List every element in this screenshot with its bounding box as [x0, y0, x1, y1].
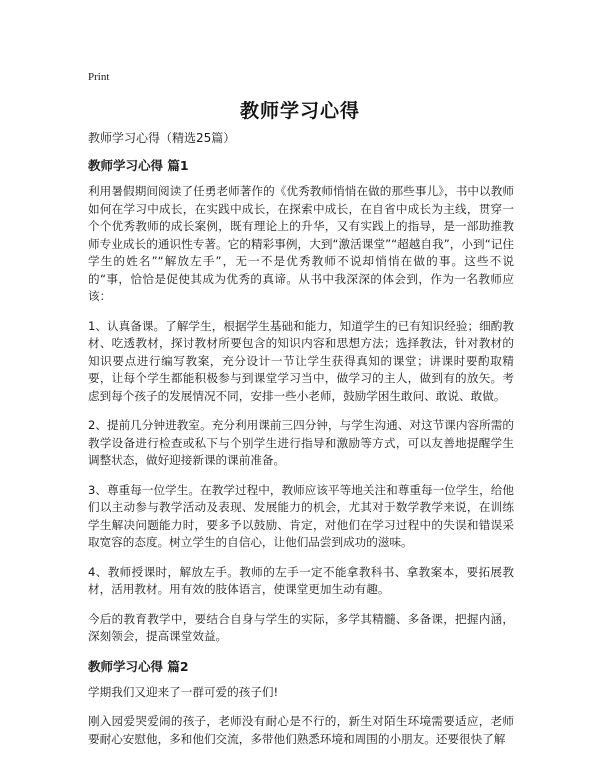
document-body: [88, 130, 514, 760]
paragraph: 3、尊重每一位学生。在教学过程中，教师应该平等地关注和尊重每一位学生，给他们以主动参与教学活动及表现、发展能力的机会，尤其对于数学教学来说，在训练学生解决问题能力时，要多予以鼓励、肯定，对他们在学习过程中的失误和错误采取宽容的态度。树立学生的自信心，让他们品尝到成功的滋味。: [88, 482, 514, 549]
document-subtitle: 教师学习心得（精选25篇）: [88, 131, 236, 145]
paragraph: 学期我们又迎来了一群可爱的孩子们!: [88, 684, 279, 699]
section-heading-1: 教师学习心得 篇1: [88, 158, 189, 173]
paragraph: 1、认真备课。了解学生，根据学生基础和能力，知道学生的已有知识经验；细酌教材、吃透教材，探讨教材所要包含的知识内容和思想方法；选择教法，针对教材的知识要点进行编写教案，充分设计一节让学生获得真知的课堂；讲课时要酌取精要，让每个学生都能积极参与到课堂学习当中，做学习的主人，做到有的放矢。考虑到每个孩子的发展情况不同，安排一些小老师，鼓励学困生敢问、敢说、敢做。: [88, 318, 514, 403]
paragraph: 今后的教育教学中，要结合自身与学生的实际，多学其精髓、多备课，把握内涵，深刻领会，提高课堂效益。: [88, 611, 514, 643]
section-heading-2: 教师学习心得 篇2: [88, 658, 189, 674]
paragraph: 2、提前几分钟进教室。充分利用课前三四分钟，与学生沟通、对这节课内容所需的教学设备进行检查或私下与个别学生进行指导和激励等方式，可以友善地提醒学生调整状态，做好迎接新课的课前准备。: [88, 418, 514, 467]
paragraph: 利用暑假期间阅读了任勇老师著作的《优秀教师悄悄在做的那些事儿》，书中以教师如何在学习中成长，在实践中成长，在探索中成长，在自省中成长为主线，贯穿一个个优秀教师的成长案例，既有理论上的升华，又有实践上的指导，是一部助推教师专业成长的通识性专著。它的精彩事例，大到“激活课堂”“超越自我”，小到“记住学生的姓名”“解放左手”，无一不是优秀教师不说却悄悄在做的事。这些不说的“事，恰恰是促使其成为优秀的真谛。从书中我深深的体会到，作为一名教师应该：: [88, 184, 514, 303]
page-title: 教师学习心得: [239, 100, 360, 122]
paragraph: 刚入园爱哭爱闹的孩子，老师没有耐心是不行的，新生对陌生环境需要适应，老师要耐心安慰他，多和他们交流，多带他们熟悉环境和周围的小朋友。还要很快了解: [88, 714, 514, 746]
paragraph: 4、教师授课时，解放左手。教师的左手一定不能拿教科书、拿教案本，要拓展教材，活用教材。用有效的肢体语言，使课堂更加生动有趣。: [88, 564, 514, 596]
print-label: Print: [88, 71, 110, 83]
